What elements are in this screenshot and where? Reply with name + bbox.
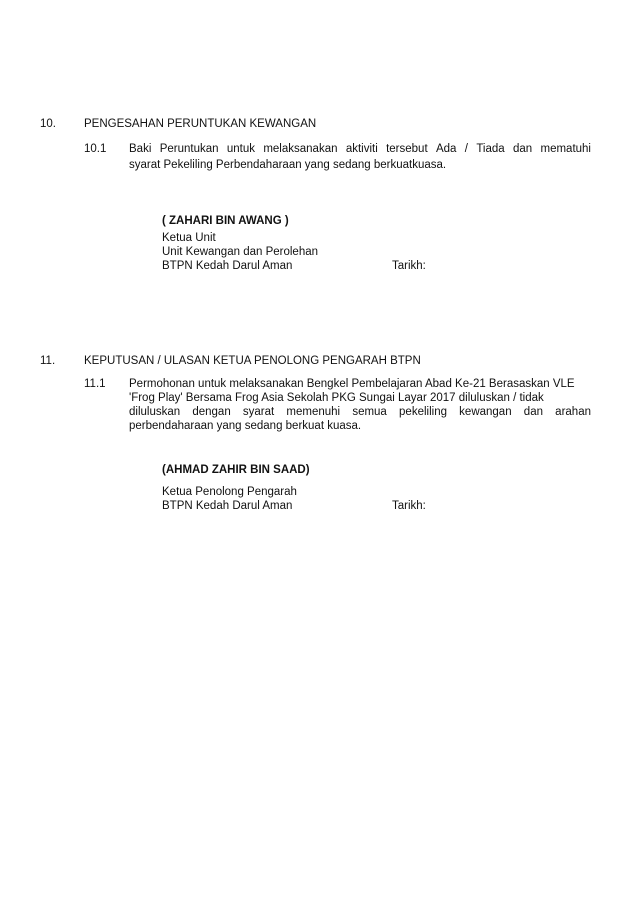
word: aktiviti	[345, 143, 378, 155]
word: arahan	[555, 406, 591, 418]
item-10-1-line2: syarat Pekeliling Perbendaharaan yang sedang berkuatkuasa.	[129, 159, 447, 171]
word: memenuhi	[286, 406, 341, 418]
word: syarat	[242, 406, 275, 418]
word: dan	[512, 143, 533, 155]
word: semua	[352, 406, 387, 418]
item-11-1-line1: Permohonan untuk melaksanakan Bengkel Pembelajaran Abad Ke-21 Berasaskan VLE	[129, 378, 575, 390]
signatory-10-date-label: Tarikh:	[392, 260, 426, 272]
signatory-11-office: BTPN Kedah Darul Aman	[162, 500, 293, 512]
word: kewangan	[459, 406, 512, 418]
word: Ada	[435, 143, 457, 155]
word: Peruntukan	[159, 143, 219, 155]
signatory-10-unit: Unit Kewangan dan Perolehan	[162, 246, 319, 258]
signatory-11-date-label: Tarikh:	[392, 500, 426, 512]
word: Baki	[129, 143, 152, 155]
signatory-10-role: Ketua Unit	[162, 232, 216, 244]
word: tersebut	[386, 143, 428, 155]
word: /	[464, 143, 468, 155]
section-11-title: KEPUTUSAN / ULASAN KETUA PENOLONG PENGARAH BTPN	[84, 355, 421, 367]
item-11-1-number: 11.1	[84, 378, 106, 390]
word: dan	[523, 406, 543, 418]
item-10-1-line1	[129, 142, 591, 156]
section-10-title: PENGESAHAN PERUNTUKAN KEWANGAN	[84, 118, 317, 130]
section-11-number: 11.	[40, 355, 56, 367]
word: dengan	[192, 406, 231, 418]
item-10-1-number: 10.1	[84, 143, 107, 155]
word: mematuhi	[540, 143, 591, 155]
signatory-11-name: (AHMAD ZAHIR BIN SAAD)	[162, 464, 310, 476]
item-11-1-line2: 'Frog Play' Bersama Frog Asia Sekolah PKG Sungai Layar 2017 diluluskan / tidak	[129, 392, 544, 404]
word: melaksanakan	[263, 143, 338, 155]
section-10-number: 10.	[40, 118, 56, 130]
signatory-10-office: BTPN Kedah Darul Aman	[162, 260, 293, 272]
word: diluluskan	[129, 406, 181, 418]
item-11-1-line3	[129, 405, 591, 419]
signatory-11-role: Ketua Penolong Pengarah	[162, 486, 297, 498]
word: pekeliling	[399, 406, 447, 418]
word: untuk	[226, 143, 255, 155]
signatory-10-name: ( ZAHARI BIN AWANG )	[162, 215, 289, 227]
item-11-1-line4: perbendaharaan yang sedang berkuat kuasa.	[129, 420, 362, 432]
word: Tiada	[476, 143, 505, 155]
